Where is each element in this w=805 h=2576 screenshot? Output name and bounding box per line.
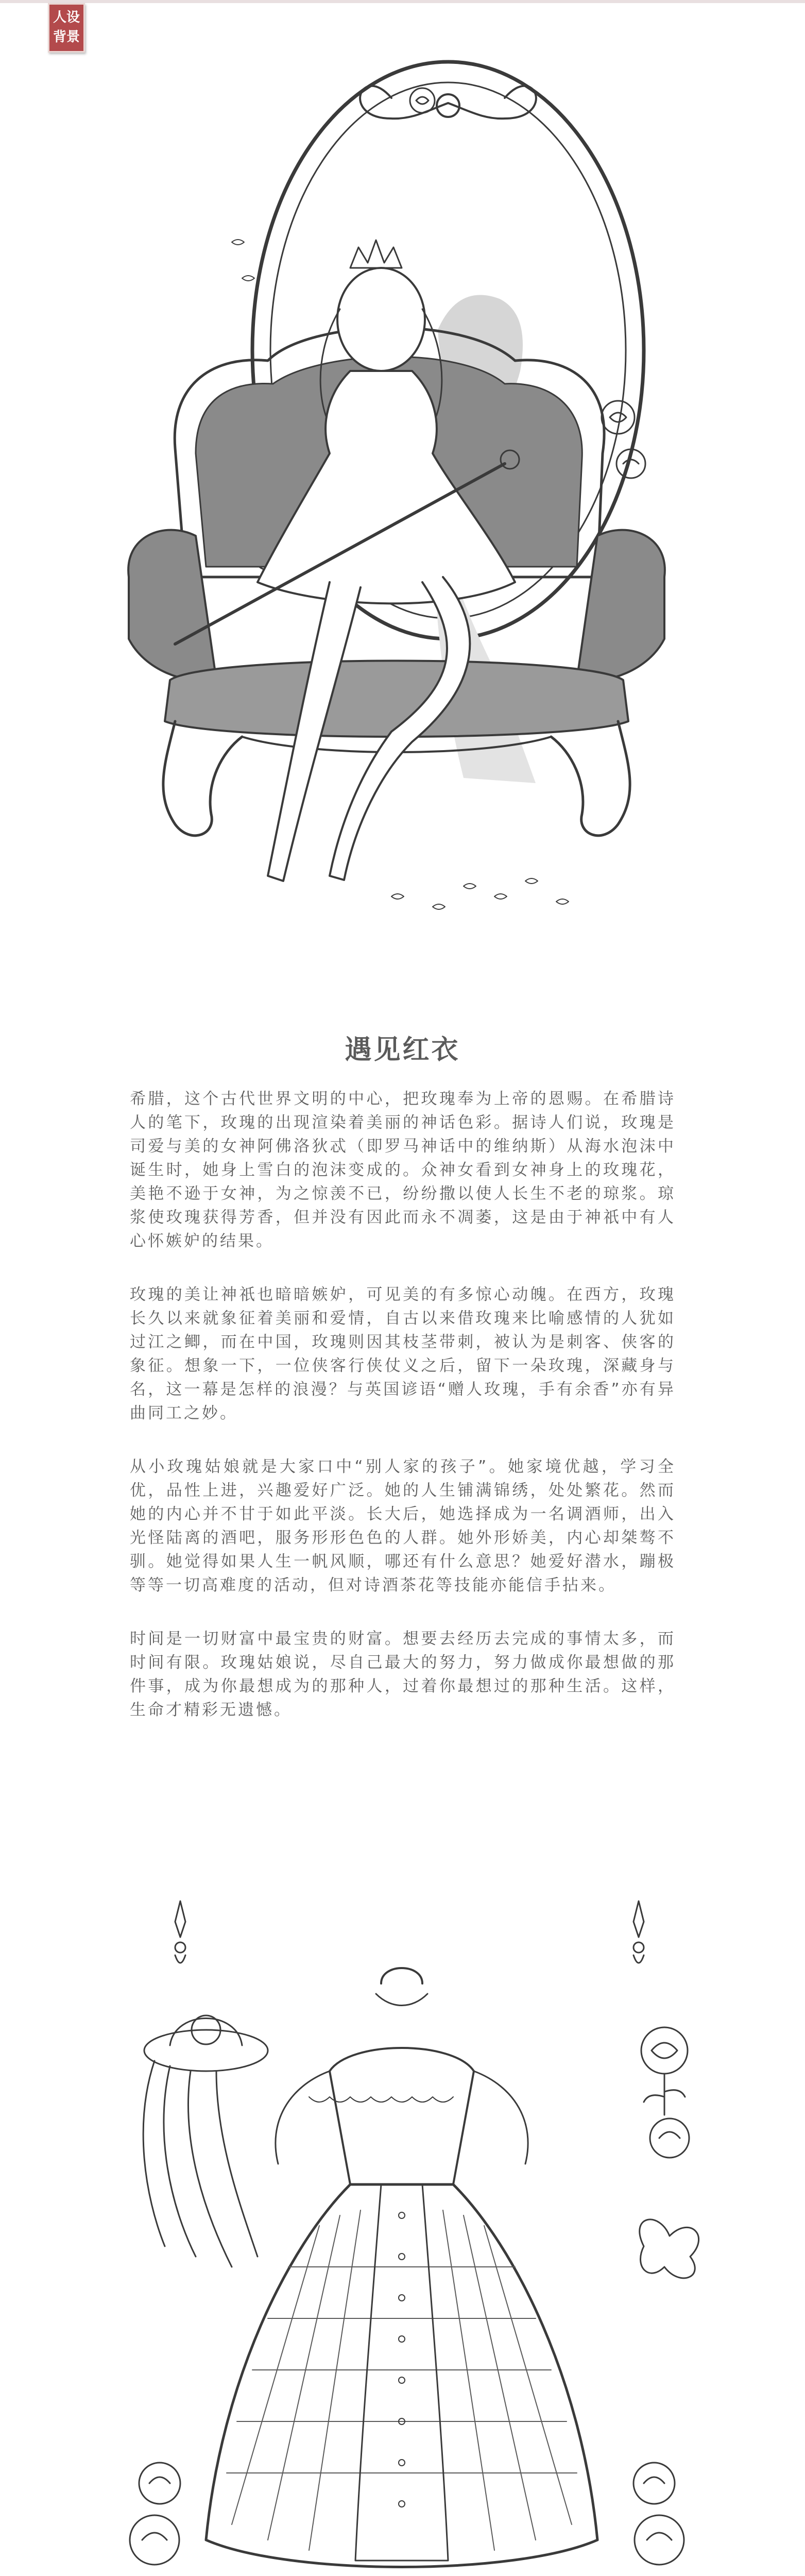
throne-armrest-right	[577, 530, 665, 681]
article-paragraph: 时间是一切财富中最宝贵的财富。想要去经历去完成的事情太多，而时间有限。玫瑰姑娘说，尽自己最大的努力，努力做成你最想做的那件事，成为你最想成为的那种人，过着你最想过的那种生活。这样，生命才精彩无遗憾。	[130, 1630, 676, 1719]
hat-hair	[143, 2015, 268, 2267]
butterfly	[640, 2219, 699, 2278]
crown	[350, 240, 402, 268]
rose-cluster-top-right	[641, 2027, 689, 2158]
earring-right	[633, 1901, 644, 1963]
section-tag-line2: 背景	[53, 29, 80, 45]
necklace	[381, 1968, 422, 1984]
mirror-bow	[360, 86, 536, 118]
girl-head	[337, 268, 425, 371]
gown-design-illustration	[0, 1855, 805, 2576]
article-title: 遇见红衣	[345, 1035, 460, 1065]
throne-armrest-left	[128, 530, 216, 681]
gown-skirt	[206, 2184, 597, 2567]
article-paragraph: 从小玫瑰姑娘就是大家口中“别人家的孩子”。她家境优越，学习全优，品性上进，兴趣爱好广泛。她的人生铺满锦绣，处处繁花。然而她的内心并不甘于如此平淡。长大后，她选择成为一名调酒师，出入光怪陆离的酒吧，服务形形色色的人群。她外形娇美，内心却桀骜不驯。她觉得如果人生一帆风顺，哪还有什么意思？她爱好潜水，蹦极等等一切高难度的活动，但对诗酒茶花等技能亦能信手拈来。	[130, 1458, 676, 1595]
gown-bodice	[330, 2048, 474, 2184]
section-tag-line1: 人设	[53, 10, 80, 25]
earring-left	[175, 1901, 185, 1963]
rose-garland-right	[620, 2463, 685, 2576]
article-body	[130, 1087, 676, 1752]
queen-throne-illustration	[0, 0, 805, 979]
throne-seat	[165, 661, 628, 737]
rose-garland-left	[129, 2463, 194, 2576]
article-paragraph: 希腊，这个古代世界文明的中心，把玫瑰奉为上帝的恩赐。在希腊诗人的笔下，玫瑰的出现渲染着美丽的神话色彩。据诗人们说，玫瑰是司爱与美的女神阿佛洛狄忒（即罗马神话中的维纳斯）从海水泡沫中诞生时，她身上雪白的泡沫变成的。众神女看到女神身上的玫瑰花，美艳不逊于女神，为之惊羡不已，纷纷撒以使人长生不老的琼浆。琼浆使玫瑰获得芳香，但并没有因此而永不凋萎，这是由于神祇中有人心怀嫉妒的结果。	[130, 1090, 676, 1250]
article-paragraph: 玫瑰的美让神祇也暗暗嫉妒，可见美的有多惊心动魄。在西方，玫瑰长久以来就象征着美丽和爱情，自古以来借玫瑰来比喻感情的人犹如过江之鲫，而在中国，玫瑰则因其枝茎带刺，被认为是刺客、侠客的象征。想象一下，一位侠客行侠仗义之后，留下一朵玫瑰，深藏身与名，这一幕是怎样的浪漫？与英国谚语“赠人玫瑰，手有余香”亦有异曲同工之妙。	[130, 1285, 676, 1422]
